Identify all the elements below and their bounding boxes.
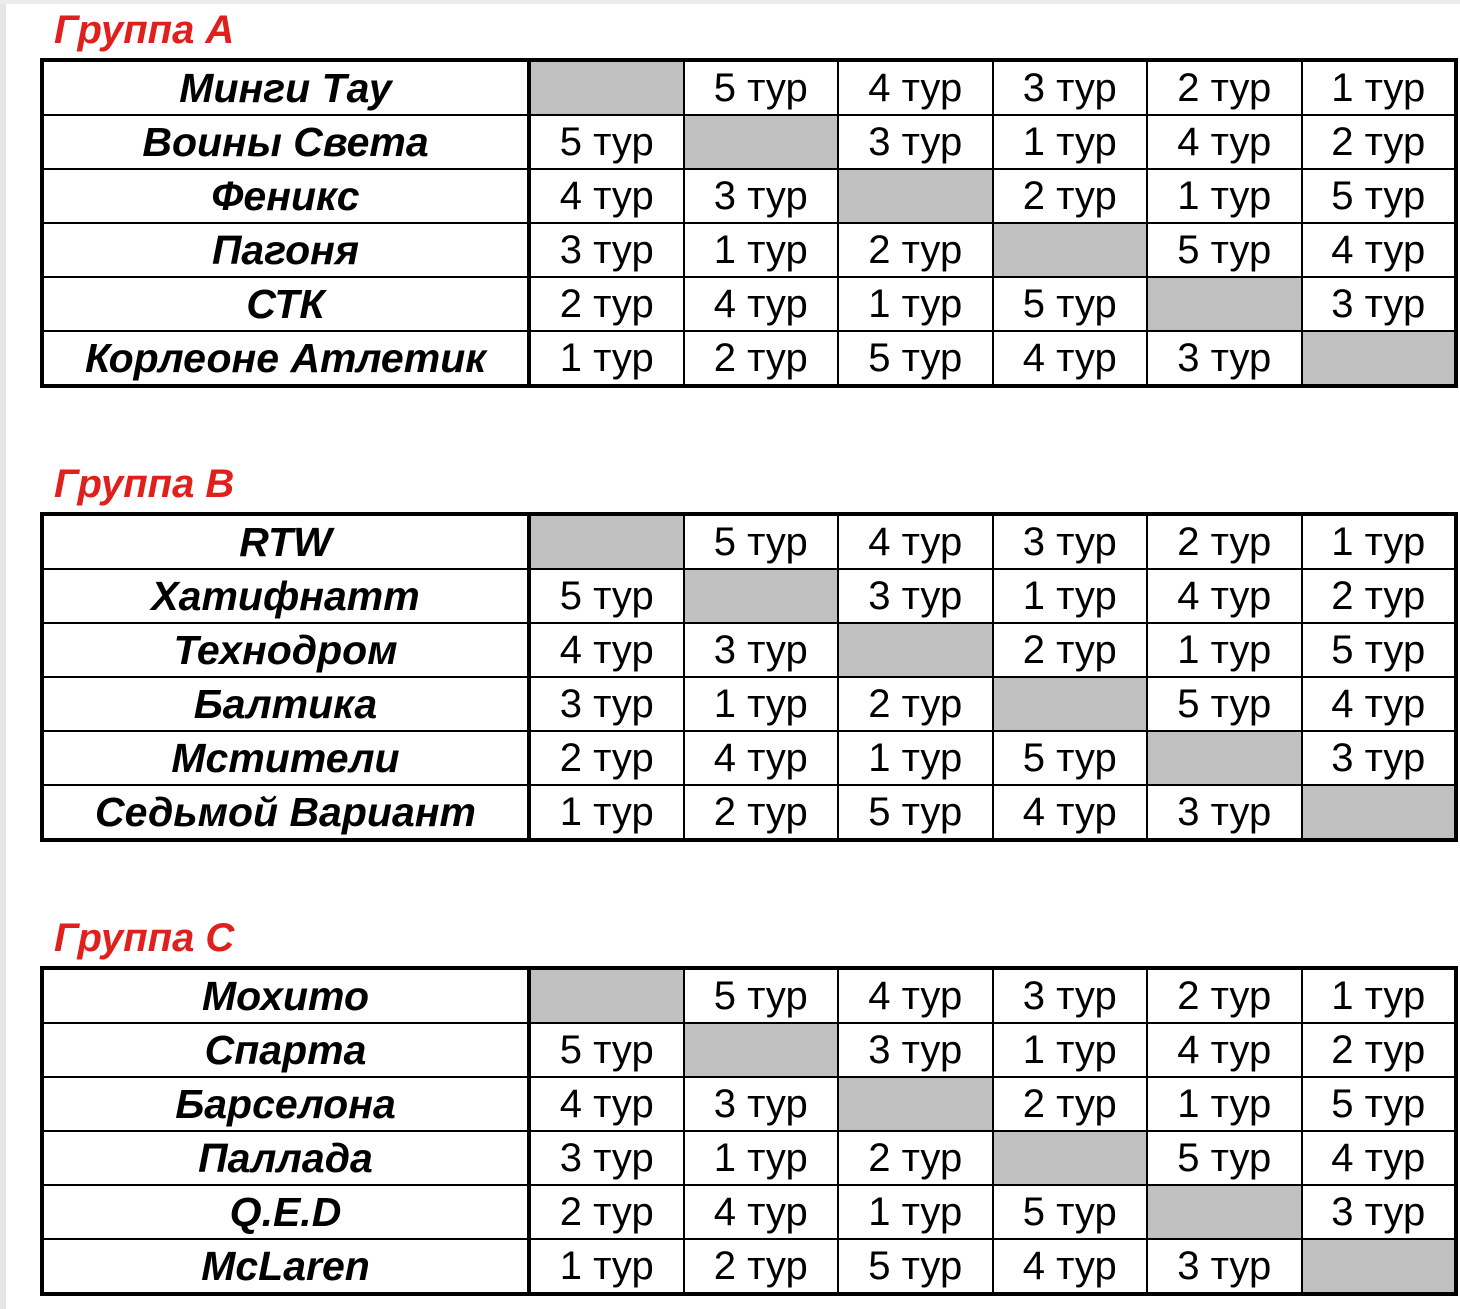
group-b-title: Группа В: [54, 462, 235, 506]
round-cell: 2 тур: [1147, 514, 1302, 569]
round-cell: 5 тур: [1302, 1077, 1457, 1131]
round-cell: 2 тур: [684, 1239, 839, 1294]
table-row: [42, 169, 1456, 223]
round-cell: 3 тур: [993, 60, 1148, 115]
group-a-table: [40, 58, 1458, 388]
round-cell: 5 тур: [529, 569, 684, 623]
team-name: McLaren: [42, 1239, 529, 1294]
round-cell: 2 тур: [1147, 60, 1302, 115]
table-row: [42, 277, 1456, 331]
table-row: [42, 785, 1456, 840]
round-cell: 3 тур: [993, 514, 1148, 569]
round-cell: 2 тур: [1302, 569, 1457, 623]
round-cell: 1 тур: [1147, 623, 1302, 677]
round-cell: 2 тур: [838, 677, 993, 731]
blank-cell: [1302, 1239, 1457, 1294]
round-cell: 1 тур: [529, 785, 684, 840]
blank-cell: [529, 60, 684, 115]
table-row: [42, 968, 1456, 1023]
round-cell: 4 тур: [838, 514, 993, 569]
round-cell: 2 тур: [1147, 968, 1302, 1023]
table-row: [42, 223, 1456, 277]
round-cell: 3 тур: [1147, 785, 1302, 840]
blank-cell: [1302, 785, 1457, 840]
round-cell: 5 тур: [529, 115, 684, 169]
blank-cell: [993, 677, 1148, 731]
round-cell: 1 тур: [993, 115, 1148, 169]
round-cell: 2 тур: [529, 731, 684, 785]
sheet-top-edge: [0, 0, 1460, 4]
round-cell: 3 тур: [1147, 331, 1302, 386]
round-cell: 4 тур: [684, 1185, 839, 1239]
round-cell: 2 тур: [838, 223, 993, 277]
team-name: Феникс: [42, 169, 529, 223]
round-cell: 1 тур: [1302, 60, 1457, 115]
round-cell: 3 тур: [838, 115, 993, 169]
round-cell: 5 тур: [1147, 677, 1302, 731]
round-cell: 3 тур: [838, 1023, 993, 1077]
round-cell: 1 тур: [993, 1023, 1148, 1077]
round-cell: 2 тур: [993, 623, 1148, 677]
round-cell: 4 тур: [993, 1239, 1148, 1294]
round-cell: 3 тур: [684, 169, 839, 223]
sheet-left-edge: [0, 0, 6, 1309]
table-row: [42, 569, 1456, 623]
round-cell: 5 тур: [1147, 1131, 1302, 1185]
round-cell: 3 тур: [684, 1077, 839, 1131]
round-cell: 5 тур: [1302, 169, 1457, 223]
round-cell: 1 тур: [838, 1185, 993, 1239]
group-c-table: [40, 966, 1458, 1296]
blank-cell: [1147, 731, 1302, 785]
round-cell: 5 тур: [529, 1023, 684, 1077]
round-cell: 4 тур: [1147, 569, 1302, 623]
round-cell: 2 тур: [684, 785, 839, 840]
blank-cell: [529, 968, 684, 1023]
round-cell: 1 тур: [1147, 169, 1302, 223]
round-cell: 4 тур: [993, 785, 1148, 840]
blank-cell: [1147, 1185, 1302, 1239]
round-cell: 5 тур: [684, 514, 839, 569]
team-name: Балтика: [42, 677, 529, 731]
round-cell: 1 тур: [993, 569, 1148, 623]
table-row: [42, 1239, 1456, 1294]
round-cell: 3 тур: [838, 569, 993, 623]
round-cell: 3 тур: [1302, 731, 1457, 785]
round-cell: 2 тур: [1302, 1023, 1457, 1077]
group-a-title: Группа А: [54, 8, 235, 52]
round-cell: 4 тур: [529, 169, 684, 223]
team-name: Мстители: [42, 731, 529, 785]
round-cell: 2 тур: [993, 1077, 1148, 1131]
table-row: [42, 731, 1456, 785]
round-cell: 3 тур: [684, 623, 839, 677]
blank-cell: [838, 1077, 993, 1131]
team-name: Пагоня: [42, 223, 529, 277]
round-cell: 1 тур: [838, 731, 993, 785]
table-row: [42, 331, 1456, 386]
team-name: Барселона: [42, 1077, 529, 1131]
round-cell: 5 тур: [684, 968, 839, 1023]
team-name: Мохито: [42, 968, 529, 1023]
round-cell: 4 тур: [529, 1077, 684, 1131]
round-cell: 1 тур: [1147, 1077, 1302, 1131]
group-c-title: Группа С: [54, 916, 235, 960]
team-name: Воины Света: [42, 115, 529, 169]
round-cell: 4 тур: [993, 331, 1148, 386]
round-cell: 5 тур: [838, 1239, 993, 1294]
table-row: [42, 1077, 1456, 1131]
round-cell: 4 тур: [529, 623, 684, 677]
round-cell: 2 тур: [529, 277, 684, 331]
blank-cell: [993, 223, 1148, 277]
round-cell: 5 тур: [1147, 223, 1302, 277]
team-name: Хатифнатт: [42, 569, 529, 623]
round-cell: 4 тур: [684, 277, 839, 331]
team-name: Паллада: [42, 1131, 529, 1185]
round-cell: 5 тур: [838, 785, 993, 840]
round-cell: 2 тур: [993, 169, 1148, 223]
team-name: СТК: [42, 277, 529, 331]
round-cell: 3 тур: [1302, 1185, 1457, 1239]
blank-cell: [1302, 331, 1457, 386]
table-row: [42, 677, 1456, 731]
round-cell: 1 тур: [1302, 968, 1457, 1023]
round-cell: 3 тур: [529, 223, 684, 277]
round-cell: 5 тур: [684, 60, 839, 115]
table-row: [42, 1023, 1456, 1077]
round-cell: 1 тур: [838, 277, 993, 331]
team-name: Седьмой Вариант: [42, 785, 529, 840]
team-name: Технодром: [42, 623, 529, 677]
round-cell: 2 тур: [1302, 115, 1457, 169]
table-row: [42, 1185, 1456, 1239]
round-cell: 1 тур: [684, 1131, 839, 1185]
team-name: RTW: [42, 514, 529, 569]
team-name: Минги Тау: [42, 60, 529, 115]
table-row: [42, 1131, 1456, 1185]
blank-cell: [684, 1023, 839, 1077]
table-row: [42, 115, 1456, 169]
table-row: [42, 60, 1456, 115]
table-row: [42, 623, 1456, 677]
round-cell: 5 тур: [993, 731, 1148, 785]
blank-cell: [684, 569, 839, 623]
round-cell: 4 тур: [1147, 1023, 1302, 1077]
round-cell: 4 тур: [1147, 115, 1302, 169]
round-cell: 1 тур: [529, 331, 684, 386]
blank-cell: [838, 169, 993, 223]
blank-cell: [529, 514, 684, 569]
round-cell: 3 тур: [1302, 277, 1457, 331]
blank-cell: [1147, 277, 1302, 331]
team-name: Спарта: [42, 1023, 529, 1077]
round-cell: 4 тур: [684, 731, 839, 785]
team-name: Корлеоне Атлетик: [42, 331, 529, 386]
group-b-table: [40, 512, 1458, 842]
round-cell: 2 тур: [684, 331, 839, 386]
round-cell: 4 тур: [1302, 223, 1457, 277]
round-cell: 5 тур: [993, 1185, 1148, 1239]
blank-cell: [838, 623, 993, 677]
table-row: [42, 514, 1456, 569]
round-cell: 5 тур: [1302, 623, 1457, 677]
round-cell: 2 тур: [529, 1185, 684, 1239]
round-cell: 1 тур: [1302, 514, 1457, 569]
blank-cell: [993, 1131, 1148, 1185]
team-name: Q.E.D: [42, 1185, 529, 1239]
round-cell: 3 тур: [1147, 1239, 1302, 1294]
round-cell: 1 тур: [529, 1239, 684, 1294]
round-cell: 4 тур: [1302, 677, 1457, 731]
round-cell: 3 тур: [529, 677, 684, 731]
round-cell: 5 тур: [993, 277, 1148, 331]
round-cell: 1 тур: [684, 223, 839, 277]
blank-cell: [684, 115, 839, 169]
round-cell: 1 тур: [684, 677, 839, 731]
round-cell: 4 тур: [838, 968, 993, 1023]
round-cell: 5 тур: [838, 331, 993, 386]
round-cell: 3 тур: [529, 1131, 684, 1185]
round-cell: 4 тур: [1302, 1131, 1457, 1185]
round-cell: 2 тур: [838, 1131, 993, 1185]
round-cell: 4 тур: [838, 60, 993, 115]
round-cell: 3 тур: [993, 968, 1148, 1023]
